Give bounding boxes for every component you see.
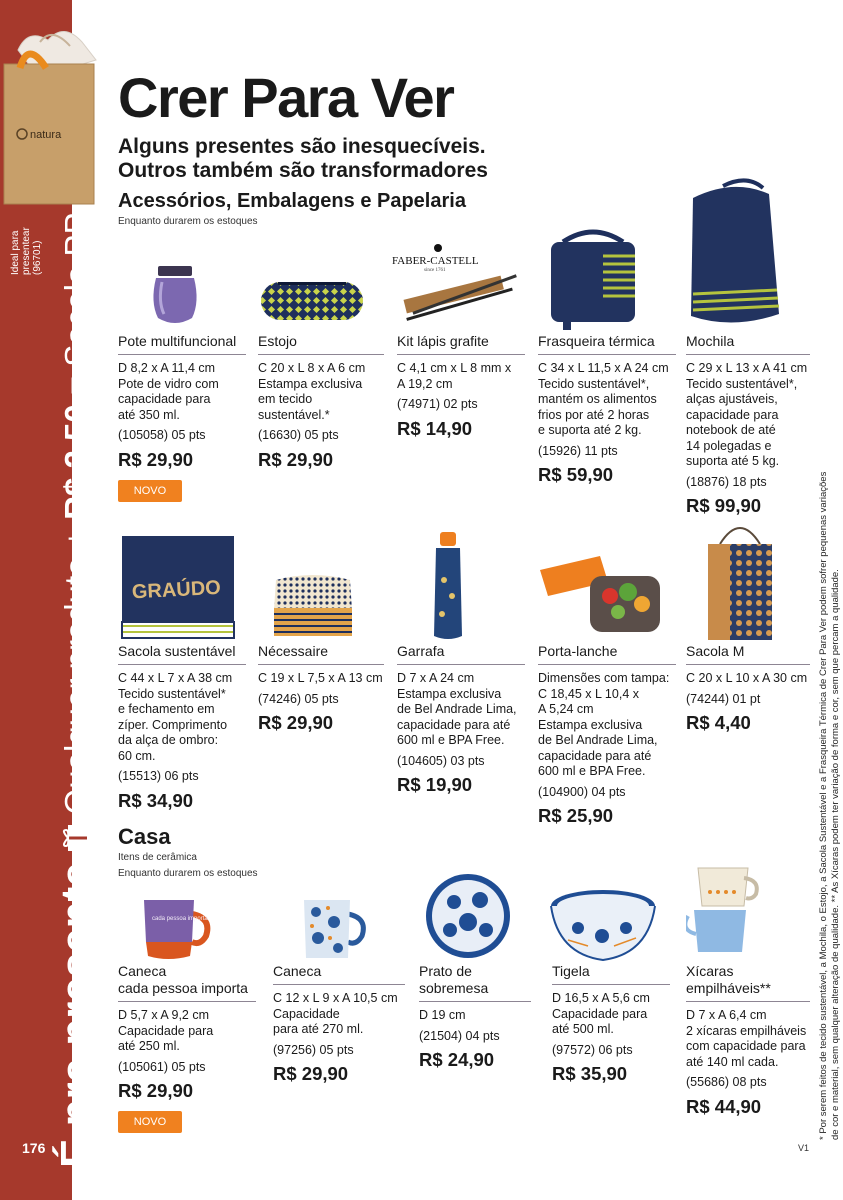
product-price: R$ 14,90	[397, 417, 473, 439]
product-price: R$ 34,90	[118, 789, 194, 811]
product-price: R$ 99,90	[686, 495, 762, 516]
product-price: R$ 35,90	[552, 1063, 628, 1084]
product-name: Mochila	[686, 333, 810, 355]
mochila-image	[683, 178, 783, 332]
product-price: R$ 24,90	[419, 1049, 495, 1070]
novo-badge: NOVO	[118, 1111, 182, 1133]
footnote-line-2: de cor e material, sem qualquer alteração de qualidade. ** As Xícaras podem ter variação de forma e cor, sem que percam a qualidade.	[830, 569, 841, 1140]
product-name: Xícaras empilháveis**	[686, 963, 810, 1002]
product-description: D 8,2 x A 11,4 cm Pote de vidro com capacidade para até 350 ml.	[118, 361, 219, 422]
product-price: R$ 25,90	[538, 805, 614, 826]
product-description: D 16,5 x A 5,6 cm Capacidade para até 500 ml.	[552, 991, 650, 1036]
product-mochila	[686, 333, 810, 517]
caneca-cada-pessoa-image	[140, 896, 212, 962]
product-sacola-m	[686, 643, 810, 734]
section-note-estoques: Enquanto durarem os estoques	[118, 868, 258, 879]
caneca-print-text: cada pessoa importa	[152, 916, 208, 922]
product-code: (21504) 04 pts	[419, 1028, 500, 1043]
product-code: (16630) 05 pts	[258, 428, 339, 442]
section-title-casa: Casa	[118, 824, 171, 849]
page-number: 176	[22, 1140, 46, 1156]
section-title-accessories: Acessórios, Embalagens e Papelaria	[118, 190, 466, 212]
product-description: D 7 x A 6,4 cm 2 xícaras empilháveis com capacidade para até 140 ml cada.	[686, 1008, 807, 1069]
gift-headline: É pra presente	[52, 862, 101, 1168]
bag-brand-label: natura	[30, 129, 62, 141]
faber-castell-logo-sub: since 1761	[424, 268, 446, 273]
sacola-pp-image	[0, 20, 98, 215]
porta-lanche-image	[538, 552, 662, 636]
product-code: (97256) 05 pts	[273, 1042, 354, 1057]
frasqueira-termica-image	[543, 222, 643, 334]
sacola-sustentavel-image	[118, 532, 238, 640]
product-code: (74244) 01 pt	[686, 691, 761, 706]
footnote-line-1: * Por serem feitos de tecido sustentável, a Mochila, o Estojo, a Sacola Sustentável e a Frasqueira Térmica de Crer Para Ver podem sofrer pequenas variações	[818, 471, 829, 1140]
necessaire-image	[270, 570, 356, 642]
garrafa-image	[430, 530, 466, 642]
product-name: Pote multifuncional	[118, 333, 246, 355]
tigela-image	[548, 884, 658, 964]
product-code: (74971) 02 pts	[397, 397, 478, 411]
product-price: R$ 29,90	[258, 448, 334, 470]
product-name: Porta-lanche	[538, 643, 676, 665]
caneca-image	[300, 896, 370, 962]
subtitle-line-2: Outros também são transformadores	[118, 159, 488, 182]
product-name: Garrafa	[397, 643, 525, 665]
product-code: (97572) 06 pts	[552, 1042, 633, 1057]
gift-icon	[61, 824, 94, 852]
sacola-pp-note: Ideal para presentear (96701)	[10, 227, 43, 275]
product-name: Sacola sustentável	[118, 643, 246, 665]
product-description: C 12 x L 9 x A 10,5 cm Capacidade para até 270 ml.	[273, 991, 398, 1036]
product-name: Kit lápis grafite	[397, 333, 525, 355]
product-garrafa	[397, 643, 525, 796]
kit-lapis-image	[392, 240, 532, 324]
product-code: (15513) 06 pts	[118, 769, 199, 783]
product-description: C 34 x L 11,5 x A 24 cm Tecido sustentável*, mantém os alimentos frios por até 2 horas e suporta até 2 kg.	[538, 361, 669, 437]
product-name: Frasqueira térmica	[538, 333, 676, 355]
product-description: C 44 x L 7 x A 38 cm Tecido sustentável* e fechamento em zíper. Comprimento da alça de ombro: 60 cm.	[118, 671, 233, 763]
product-description: Dimensões com tampa: C 18,45 x L 10,4 x A 5,24 cm Estampa exclusiva de Bel Andrade Lima, capacidade para até 600 ml e BPA Free.	[538, 671, 670, 778]
product-description: D 5,7 x A 9,2 cm Capacidade para até 250 ml.	[118, 1008, 214, 1053]
estojo-image	[258, 278, 366, 324]
product-description: C 29 x L 13 x A 41 cm Tecido sustentável*, alças ajustáveis, capacidade para notebook de até 14 polegadas e suporta até 5 kg.	[686, 361, 808, 468]
product-caneca-cada-pessoa-importa	[118, 963, 256, 1133]
product-code: (15926) 11 pts	[538, 443, 618, 458]
product-name: Prato de sobremesa	[419, 963, 531, 1002]
product-description: C 19 x L 7,5 x A 13 cm	[258, 671, 383, 685]
pote-multifuncional-image	[150, 262, 200, 328]
product-price: R$ 29,90	[273, 1063, 349, 1084]
product-name: Nécessaire	[258, 643, 384, 665]
sacola-m-image	[704, 518, 776, 642]
left-sidebar-band	[0, 0, 101, 1200]
page-title: Crer Para Ver	[118, 66, 454, 129]
product-pote-multifuncional	[118, 333, 246, 502]
subtitle-line-1: Alguns presentes são inesquecíveis.	[118, 135, 486, 158]
product-code: (18876) 18 pts	[686, 474, 767, 489]
product-code: (74246) 05 pts	[258, 691, 339, 706]
version-label: V1	[798, 1143, 810, 1153]
section-note-accessories: Enquanto durarem os estoques	[118, 216, 258, 227]
product-code: (105061) 05 pts	[118, 1059, 206, 1074]
product-price: R$ 29,90	[118, 448, 194, 470]
product-price: R$ 4,40	[686, 712, 751, 733]
product-description: C 4,1 cm x L 8 mm x A 19,2 cm	[397, 361, 512, 391]
product-name: Caneca	[273, 963, 405, 985]
page-subtitle	[118, 135, 488, 183]
product-description: C 20 x L 8 x A 6 cm Estampa exclusiva em tecido sustentável.*	[258, 361, 366, 422]
product-necessaire	[258, 643, 384, 734]
faber-castell-logo: FABER-CASTELL	[392, 255, 479, 267]
product-price: R$ 44,90	[686, 1095, 762, 1117]
xicaras-empilhaveis-image	[686, 864, 762, 956]
prato-sobremesa-image	[424, 872, 512, 960]
product-name: Tigela	[552, 963, 670, 985]
product-tigela	[552, 963, 670, 1085]
product-estojo	[258, 333, 384, 471]
product-caneca	[273, 963, 405, 1085]
product-price: R$ 29,90	[118, 1080, 194, 1101]
section-note-ceramica: Itens de cerâmica	[118, 852, 197, 863]
product-price: R$ 19,90	[397, 774, 473, 795]
product-sacola-sustentavel	[118, 643, 246, 812]
gift-promo-prefix: Qualquer produto +	[58, 519, 95, 815]
gift-promo-suffix: = Sacola PP	[58, 212, 95, 405]
product-porta-lanche	[538, 643, 676, 827]
product-description: C 20 x L 10 x A 30 cm	[686, 671, 808, 685]
gift-promo-price: R$ 2,50	[58, 404, 95, 520]
product-name: Sacola M	[686, 643, 810, 665]
product-code: (104900) 04 pts	[538, 784, 626, 799]
product-xicaras-empilhaveis	[686, 963, 810, 1118]
product-frasqueira-termica	[538, 333, 676, 486]
product-price: R$ 59,90	[538, 464, 614, 485]
novo-badge: NOVO	[118, 480, 182, 502]
product-price: R$ 29,90	[258, 712, 334, 733]
product-name: Caneca cada pessoa importa	[118, 963, 256, 1002]
product-prato-sobremesa	[419, 963, 531, 1071]
product-code: (104605) 03 pts	[397, 753, 485, 768]
legal-footnote	[818, 340, 842, 1140]
product-code: (105058) 05 pts	[118, 428, 206, 442]
product-description: D 7 x A 24 cm Estampa exclusiva de Bel Andrade Lima, capacidade para até 600 ml e BPA Free.	[397, 671, 517, 747]
product-description: D 19 cm	[419, 1008, 466, 1022]
product-name: Estojo	[258, 333, 384, 355]
sacola-print-text: GRAÚDO	[131, 576, 222, 604]
product-kit-lapis-grafite	[397, 333, 525, 440]
gift-promo-banner	[52, 213, 102, 1168]
product-code: (55686) 08 pts	[686, 1075, 767, 1089]
